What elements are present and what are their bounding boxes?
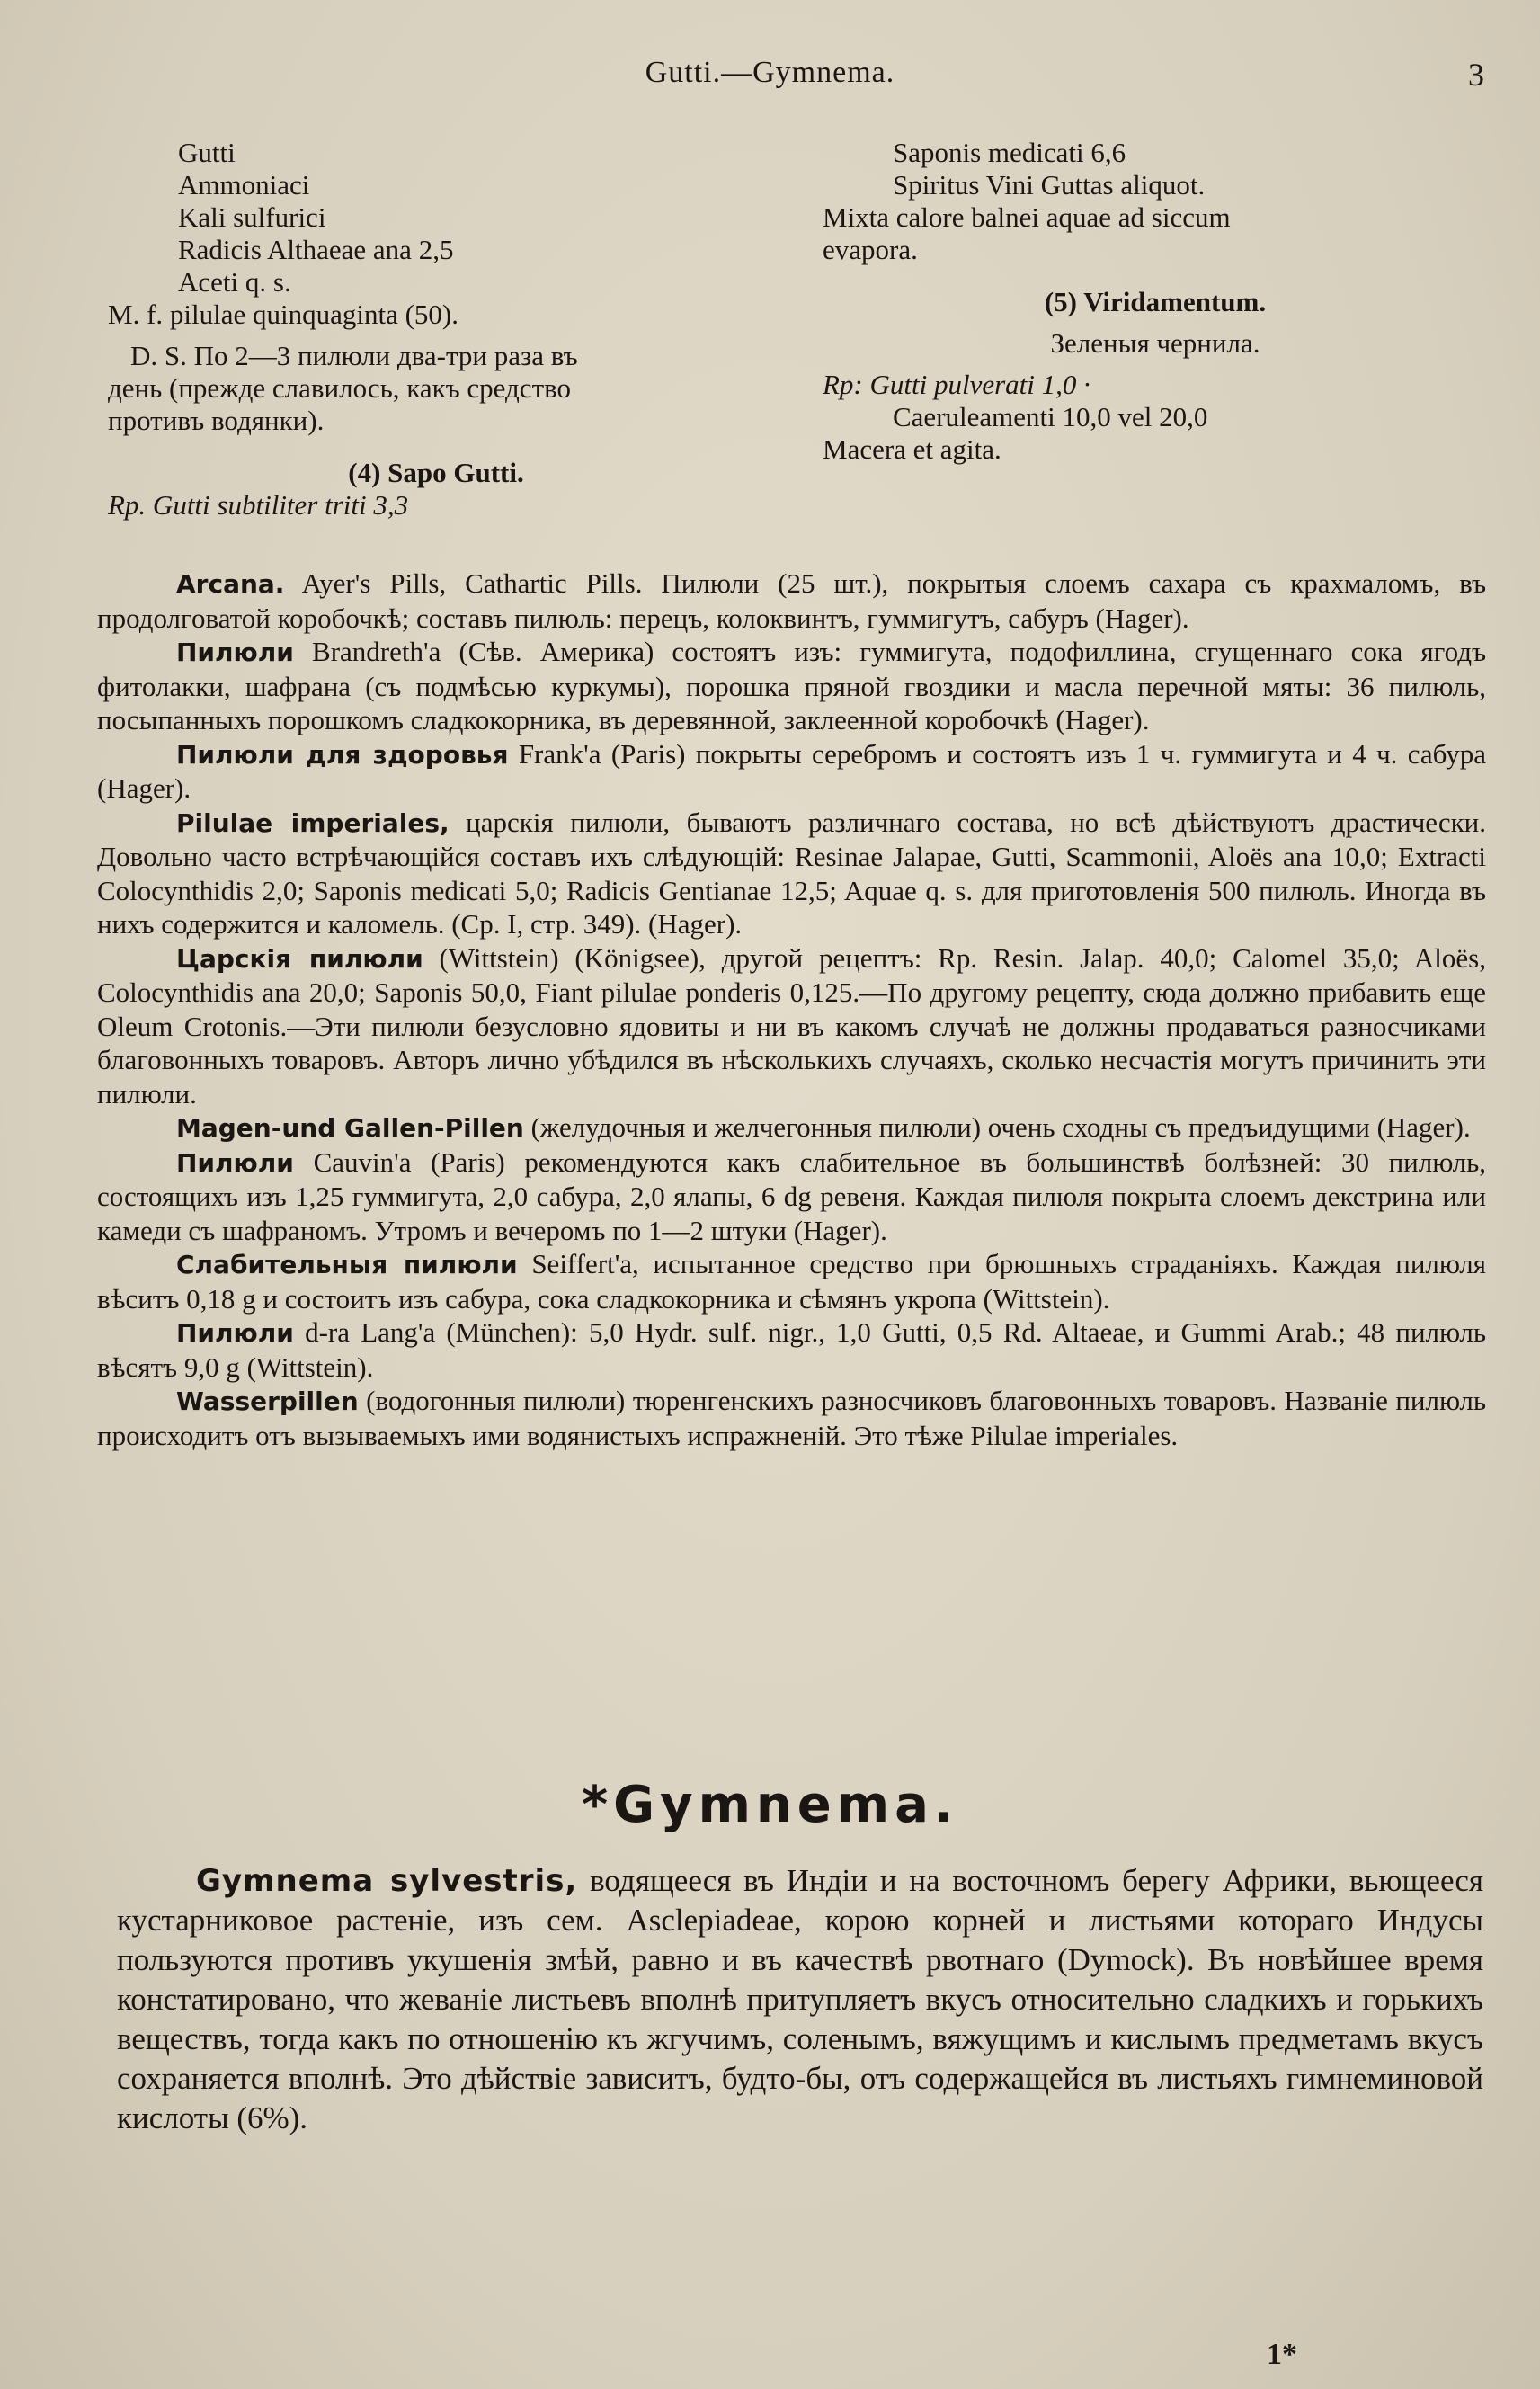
keyword: Пилюли	[176, 1147, 294, 1178]
paragraph-text: Ayer's Pills, Cathartic Pills. Пилюли (25 шт.), покрытыя слоемъ сахара съ крахмаломъ, въ продолговатой коробочкѣ; составъ пилюль: перецъ, колоквинтъ, гуммигутъ, сабуръ (Hager).	[97, 567, 1486, 634]
recipe-line: Radicis Althaeae ana 2,5	[178, 234, 454, 265]
paragraph	[97, 806, 1486, 941]
paragraph	[97, 737, 1486, 806]
ds-line: день (прежде славилось, какъ средство	[108, 372, 572, 404]
keyword: Gymnema sylvestris,	[196, 1863, 578, 1899]
paragraph	[97, 1384, 1486, 1452]
paragraph-text: Seiffert'a, испытанное средство при брюшныхъ страданіяхъ. Каждая пилюля вѣситъ 0,18 g и состоитъ изъ сабура, сока сладкокорника и сѣмянъ укропа (Wittstein).	[97, 1248, 1486, 1315]
keyword: Пилюли	[176, 637, 294, 667]
paragraph-text: (Wittstein) (Königsee), другой рецептъ: Rp. Resin. Jalap. 40,0; Calomel 35,0; Aloës, Colocynthidis ana 20,0; Saponis 50,0, Fiant pilulae ponderis 0,125.—По другому рецепту, сюда должно прибавить еще Oleum Crotonis.—Эти пилюли безусловно ядовиты и ни въ какомъ случаѣ не должны продаваться разносчиками благовонныхъ товаровъ. Авторъ лично убѣдился въ нѣсколькихъ случаяхъ, сколько несчастія могутъ причинить эти пилюли.	[97, 941, 1486, 1110]
paragraph	[97, 1315, 1486, 1384]
recipe-line: Kali sulfurici	[178, 201, 326, 233]
recipe-line: Aceti q. s.	[178, 266, 291, 298]
arcana-paragraphs	[97, 566, 1486, 1452]
paragraph	[97, 635, 1486, 737]
paragraph-text: (водогонныя пилюли) тюренгенскихъ разносчиковъ благовонныхъ товаровъ. Названіе пилюль происходитъ отъ вызываемыхъ ими водянистыхъ испражненій. Это тѣже Pilulae imperiales.	[97, 1385, 1486, 1451]
paragraph	[97, 1110, 1486, 1145]
signature-mark: 1*	[1267, 2338, 1297, 2371]
running-title: Gutti.—Gymnema.	[645, 56, 895, 89]
recipe-line: Ammoniaci	[178, 169, 310, 201]
keyword: Arcana.	[176, 569, 285, 599]
gymnema-paragraph	[117, 1861, 1483, 2138]
ds-line: противъ водянки).	[108, 405, 325, 436]
ds-line: D. S. По 2—3 пилюли два-три раза въ	[130, 340, 578, 371]
paragraph	[97, 566, 1486, 635]
paragraph	[97, 1145, 1486, 1248]
section-title: *Gymnema.	[581, 1776, 959, 1834]
page-header	[0, 56, 1540, 101]
paragraph-text: царскія пилюли, бываютъ различнаго состава, но всѣ дѣйствуютъ драстически. Довольно часто встрѣчающійся составъ ихъ слѣдующій: Resinae Jalapae, Gutti, Scammonii, Aloës ana 10,0; Extracti Colocynthidis 2,0; Saponis medicati 5,0; Radicis Gentianae 12,5; Aquae q. s. для приготовленія 500 пилюль. Иногда въ нихъ содержится и каломель. (Ср. I, стр. 349). (Hager).	[97, 806, 1487, 940]
recipe-line: Caeruleamenti 10,0 vel 20,0	[893, 401, 1208, 432]
recipe-line: Gutti	[178, 137, 236, 168]
rp-line: Rp: Gutti pulverati 1,0 ·	[823, 369, 1090, 400]
keyword: Царскія пилюли	[176, 943, 423, 974]
mf-line: M. f. pilulae quinquaginta (50).	[108, 299, 458, 330]
right-column	[823, 137, 1488, 466]
mixta-line: evapora.	[823, 234, 918, 265]
paragraph	[97, 941, 1486, 1111]
paragraph-text: водящееся въ Индіи и на восточномъ берегу Африки, вьющееся кустарниковое растеніе, изъ сем. Asclepiadeae, корою корней и листьями котораго Индусы пользуются противъ укушенія змѣй, равно и въ качествѣ рвотнаго (Dymock). Въ новѣйшее время констатировано, что жеваніе листьевъ вполнѣ притупляетъ вкусъ относительно сладкихъ и горькихъ веществъ, тогда какъ по отношенію къ жгучимъ, соленымъ, вяжущимъ и кислымъ предметамъ вкусъ сохраняется вполнѣ. Это дѣйствіе зависитъ, будто-бы, отъ содержащейся въ листьяхъ гимнеминовой кислоты (6%).	[117, 1863, 1483, 2135]
paragraph-text: d-ra Lang'a (München): 5,0 Hydr. sulf. nigr., 1,0 Gutti, 0,5 Rd. Altaeae, и Gummi Arab.; 48 пилюль вѣсятъ 9,0 g (Wittstein).	[97, 1316, 1486, 1383]
keyword: Magen-und Gallen-Pillen	[176, 1113, 524, 1143]
recipe-heading-5: (5) Viridamentum.	[1044, 286, 1267, 317]
recipe-subheading-5: Зеленыя чернила.	[1050, 327, 1260, 359]
keyword: Пилюли	[176, 1318, 294, 1348]
paragraph	[117, 1861, 1483, 2138]
paragraph-text: Brandreth'a (Сѣв. Америка) состоятъ изъ: гуммигута, подофиллина, сгущеннаго сока ягодъ фитолакки, шафрана (съ подмѣсью куркумы), порошка пряной гвоздики и масла перечной мяты: 36 пилюль, посыпанныхъ порошкомъ сладкокорника, въ деревянной, заклеенной коробочкѣ (Hager).	[97, 636, 1486, 735]
paragraph-text: Frank'a (Paris) покрыты серебромъ и состоятъ изъ 1 ч. гуммигута и 4 ч. сабура (Hager).	[97, 737, 1486, 804]
mixta-line: Mixta calore balnei aquae ad siccum	[823, 201, 1231, 233]
keyword: Wasserpillen	[176, 1386, 359, 1416]
recipe-heading-4: (4) Sapo Gutti.	[348, 457, 524, 488]
left-column	[108, 137, 764, 521]
paragraph	[97, 1247, 1486, 1315]
recipe-line: Spiritus Vini Guttas aliquot.	[893, 169, 1206, 201]
keyword: Слабительныя пилюли	[176, 1250, 518, 1279]
rp-line: Rp. Gutti subtiliter triti 3,3	[108, 489, 409, 521]
keyword: Пилюли для здоровья	[176, 739, 509, 770]
recipe-line: Macera et agita.	[823, 433, 1001, 465]
paragraph-text: Cauvin'a (Paris) рекомендуются какъ слабительное въ большинствѣ болѣзней: 30 пилюль, состоящихъ изъ 1,25 гуммигута, 2,0 сабура, 2,0 ялапы, 6 dg ревеня. Каждая пилюля покрыта слоемъ декстрина или камеди съ шафраномъ. Утромъ и вечеромъ по 1—2 штуки (Hager).	[97, 1145, 1486, 1246]
paragraph-text: (желудочныя и желчегонныя пилюли) очень сходны съ предъидущими (Hager).	[523, 1111, 1471, 1143]
recipe-line: Saponis medicati 6,6	[893, 137, 1126, 168]
page-number: 3	[1468, 57, 1484, 93]
keyword: Pilulae imperiales,	[176, 807, 450, 838]
